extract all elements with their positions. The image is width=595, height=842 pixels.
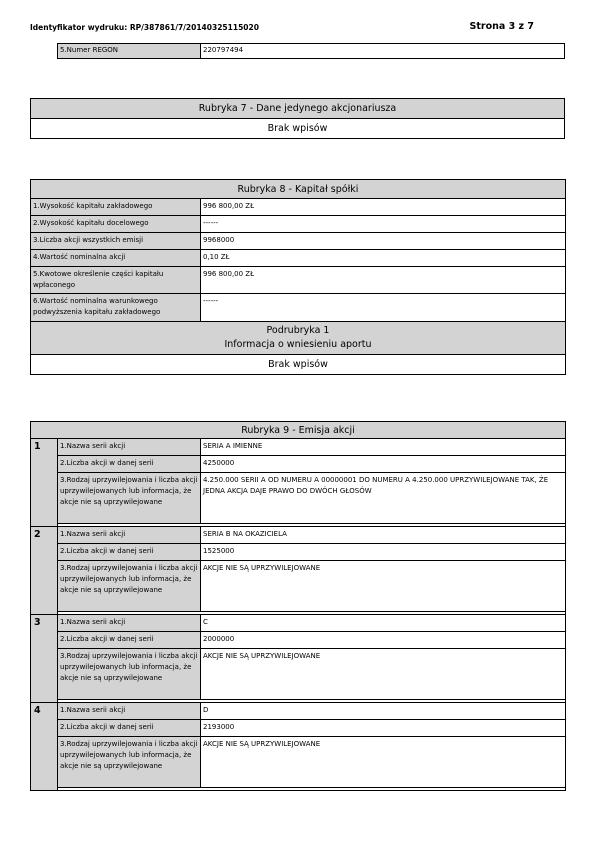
capital-row-value: 996 800,00 ZŁ [201, 199, 566, 216]
series-number: 2 [31, 527, 58, 615]
series-name-value: SERIA B NA OKAZICIELA [201, 527, 566, 544]
series-count-label: 2.Liczba akcji w danej serii [58, 632, 201, 649]
rubryka-9-title: Rubryka 9 - Emisja akcji [31, 422, 566, 439]
series-name-label: 1.Nazwa serii akcji [58, 615, 201, 632]
series-name-label: 1.Nazwa serii akcji [58, 439, 201, 456]
series-count-label: 2.Liczba akcji w danej serii [58, 720, 201, 737]
page-header [30, 21, 565, 35]
capital-row-value: 9968000 [201, 233, 566, 250]
series-number: 1 [31, 439, 58, 527]
regon-table [57, 43, 565, 59]
rubryka-7-title: Rubryka 7 - Dane jedynego akcjonariusza [31, 99, 565, 119]
series-number: 4 [31, 703, 58, 791]
capital-row-label: 5.Kwotowe określenie części kapitału wpłaconego [31, 267, 201, 294]
series-number: 3 [31, 615, 58, 703]
series-type-label: 3.Rodzaj uprzywilejowania i liczba akcji uprzywilejowanych lub informacja, że akcje nie są uprzywilejowane [58, 561, 201, 612]
print-identifier: Identyfikator wydruku: RP/387861/7/20140325115020 [30, 23, 259, 32]
rubryka-7-empty: Brak wpisów [31, 119, 565, 139]
regon-label: 5.Numer REGON [58, 44, 201, 59]
series-name-value: C [201, 615, 566, 632]
series-name-label: 1.Nazwa serii akcji [58, 527, 201, 544]
series-type-value: AKCJE NIE SĄ UPRZYWILEJOWANE [201, 649, 566, 700]
series-type-value: AKCJE NIE SĄ UPRZYWILEJOWANE [201, 561, 566, 612]
rubryka-9-table [30, 421, 566, 791]
series-name-label: 1.Nazwa serii akcji [58, 703, 201, 720]
rubryka-7-table [30, 98, 565, 139]
capital-row-value: 996 800,00 ZŁ [201, 267, 566, 294]
series-count-value: 1525000 [201, 544, 566, 561]
capital-row-label: 1.Wysokość kapitału zakładowego [31, 199, 201, 216]
rubryka-8-title: Rubryka 8 - Kapitał spółki [31, 180, 566, 199]
series-type-value: AKCJE NIE SĄ UPRZYWILEJOWANE [201, 737, 566, 788]
regon-value: 220797494 [201, 44, 565, 59]
series-separator [58, 788, 566, 791]
capital-row-value: ------ [201, 294, 566, 322]
series-count-value: 2000000 [201, 632, 566, 649]
series-count-value: 2193000 [201, 720, 566, 737]
series-type-label: 3.Rodzaj uprzywilejowania i liczba akcji uprzywilejowanych lub informacja, że akcje nie są uprzywilejowane [58, 473, 201, 524]
series-name-value: SERIA A IMIENNE [201, 439, 566, 456]
capital-row-label: 2.Wysokość kapitału docelowego [31, 216, 201, 233]
series-count-label: 2.Liczba akcji w danej serii [58, 544, 201, 561]
page-number: Strona 3 z 7 [469, 21, 534, 32]
podrubryka-header [31, 322, 566, 355]
series-type-label: 3.Rodzaj uprzywilejowania i liczba akcji uprzywilejowanych lub informacja, że akcje nie są uprzywilejowane [58, 737, 201, 788]
capital-row-label: 3.Liczba akcji wszystkich emisji [31, 233, 201, 250]
capital-row-label: 6.Wartość nominalna warunkowego podwyższenia kapitału zakładowego [31, 294, 201, 322]
series-type-label: 3.Rodzaj uprzywilejowania i liczba akcji uprzywilejowanych lub informacja, że akcje nie są uprzywilejowane [58, 649, 201, 700]
series-type-value: 4.250.000 SERII A OD NUMERU A 00000001 DO NUMERU A 4.250.000 UPRZYWILEJOWANE TAK, ŻE JEDNA AKCJA DAJE PRAWO DO DWÓCH GŁOSÓW [201, 473, 566, 524]
capital-row-label: 4.Wartość nominalna akcji [31, 250, 201, 267]
podrubryka-subtitle: Informacja o wniesieniu aportu [224, 339, 372, 350]
series-count-value: 4250000 [201, 456, 566, 473]
capital-row-value: ------ [201, 216, 566, 233]
podrubryka-empty: Brak wpisów [31, 355, 566, 375]
series-count-label: 2.Liczba akcji w danej serii [58, 456, 201, 473]
series-name-value: D [201, 703, 566, 720]
podrubryka-title: Podrubryka 1 [266, 325, 330, 336]
rubryka-8-table [30, 179, 566, 375]
capital-row-value: 0,10 ZŁ [201, 250, 566, 267]
